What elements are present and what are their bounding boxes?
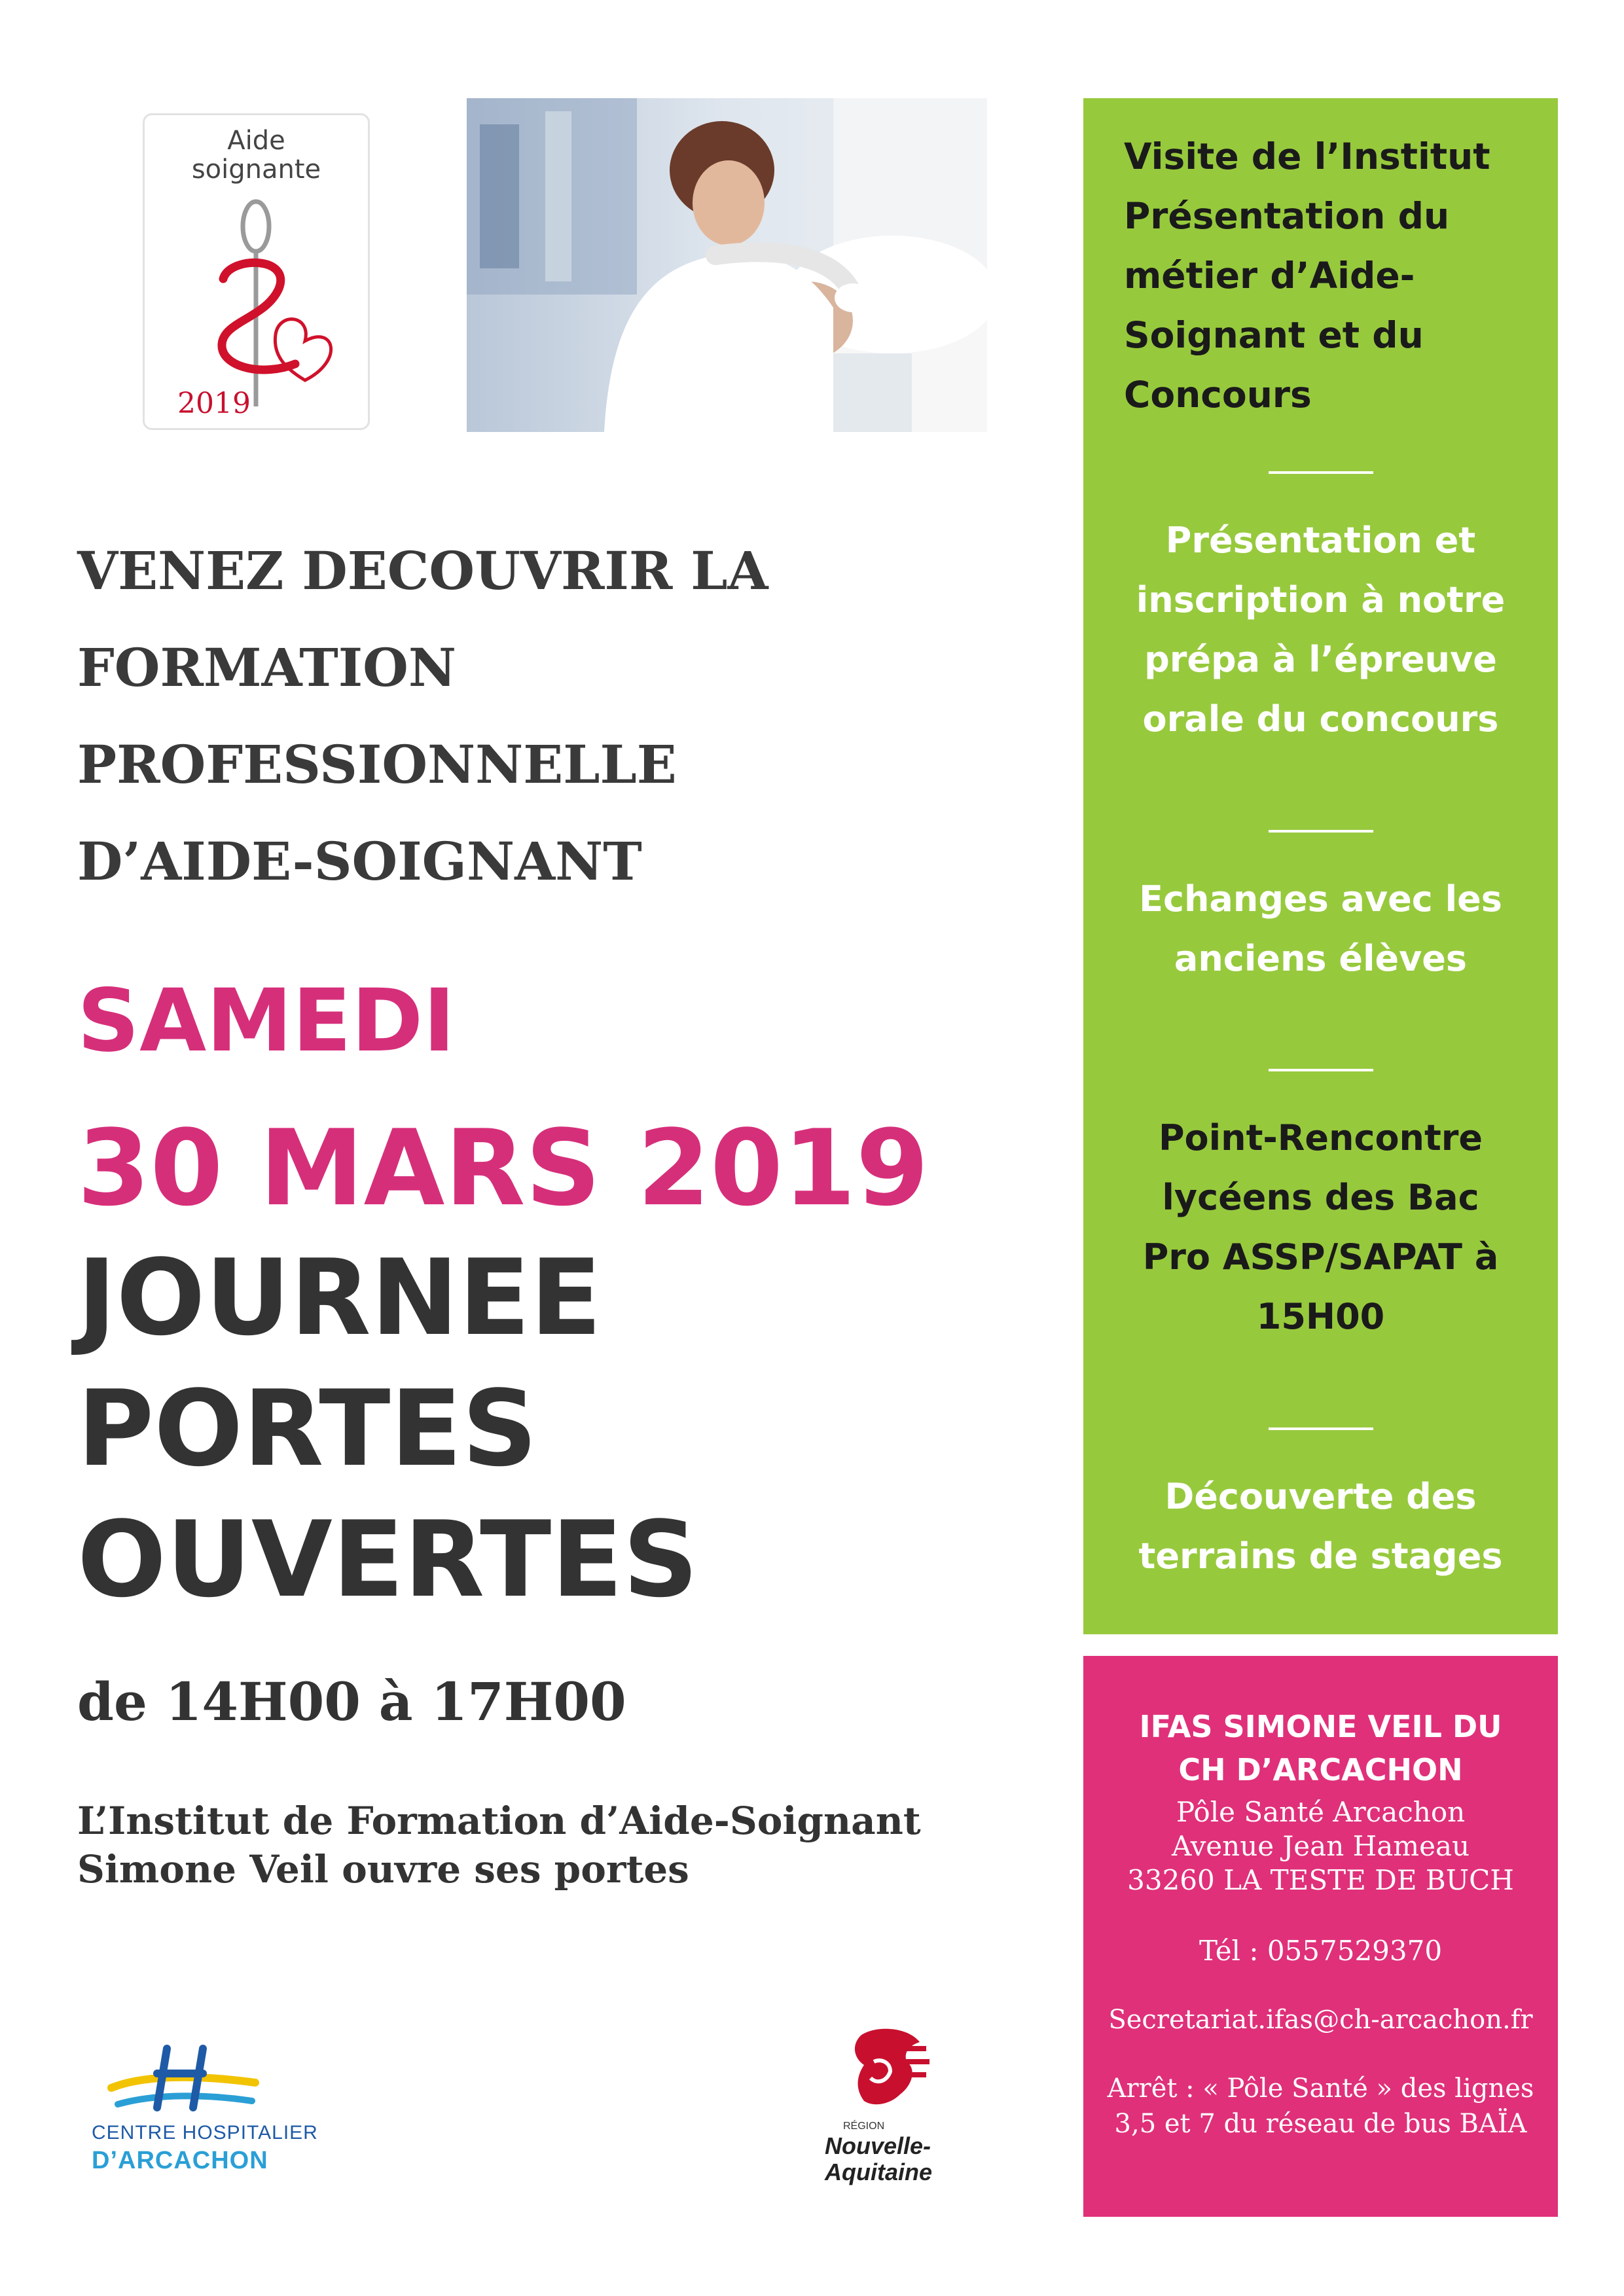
program-separator: [1269, 1069, 1373, 1071]
program-item-prepa: Présentation et inscription à notre prépa à l’épreuve orale du concours: [1136, 520, 1506, 740]
contact-panel: [1083, 1656, 1558, 2217]
logo-year: 2019: [177, 387, 251, 420]
hospital-h-icon: [105, 2042, 262, 2114]
heading-line3: PROFESSIONNELLE: [77, 734, 677, 795]
hospital-name-line1: CENTRE HOSPITALIER: [92, 2122, 318, 2144]
aide-soignante-logo: [143, 113, 370, 430]
program-item-echanges: Echanges avec les anciens élèves: [1139, 878, 1502, 979]
program-separator: [1269, 471, 1373, 474]
contact-bus-line2: 3,5 et 7 du réseau de bus BAÏA: [1114, 2109, 1527, 2139]
event-description-line1: L’Institut de Formation d’Aide-Soignant: [77, 1799, 921, 1843]
event-day: SAMEDI: [77, 971, 456, 1071]
nurse-patient-photo: [467, 98, 987, 432]
heading-line4: D’AIDE-SOIGNANT: [77, 831, 642, 892]
hospital-name-line2: D’ARCACHON: [92, 2147, 268, 2174]
program-item-point-rencontre: Point-Rencontre lycéens des Bac Pro ASSP/SAPAT à 15H00: [1142, 1117, 1499, 1337]
region-logo: [812, 2022, 956, 2186]
program-panel: [1083, 98, 1558, 1634]
contact-name-line2: CH D’ARCACHON: [1178, 1752, 1463, 1787]
event-date: 30 MARS 2019: [77, 1107, 929, 1229]
contact-name-line1: IFAS SIMONE VEIL DU: [1139, 1709, 1502, 1744]
event-title-line2: PORTES: [77, 1367, 537, 1490]
event-hours: de 14H00 à 17H00: [77, 1671, 626, 1732]
event-title-line3: OUVERTES: [77, 1498, 698, 1621]
contact-phone: Tél : 0557529370: [1199, 1935, 1443, 1967]
event-description-line2: Simone Veil ouvre ses portes: [77, 1847, 689, 1892]
contact-bus-line1: Arrêt : « Pôle Santé » des lignes: [1107, 2073, 1534, 2104]
logo-text-line1: Aide: [227, 126, 285, 156]
heading-line2: FORMATION: [77, 637, 456, 698]
contact-address-line1: Pôle Santé Arcachon: [1176, 1796, 1466, 1828]
contact-address-line2: Avenue Jean Hameau: [1171, 1830, 1470, 1862]
region-name-line2: Aquitaine: [825, 2159, 933, 2185]
heading-line1: VENEZ DECOUVRIR LA: [77, 540, 768, 601]
program-separator: [1269, 1427, 1373, 1430]
program-item-visit: Visite de l’Institut Présentation du métier d’Aide- Soignant et du Concours: [1124, 135, 1490, 416]
logo-text-line2: soignante: [191, 154, 321, 185]
hospital-logo: [92, 2042, 318, 2179]
contact-email: Secretariat.ifas@ch-arcachon.fr: [1108, 2005, 1533, 2035]
event-title-line1: JOURNEE: [77, 1236, 602, 1359]
contact-address-line3: 33260 LA TESTE DE BUCH: [1127, 1864, 1514, 1896]
caduceus-heart-icon: [145, 115, 368, 428]
region-lion-icon: [835, 2022, 933, 2121]
region-name-line1: Nouvelle-: [825, 2132, 931, 2159]
program-item-stages: Découverte des terrains de stages: [1138, 1476, 1503, 1577]
program-separator: [1269, 830, 1373, 833]
region-label-small: RÉGION: [843, 2121, 885, 2132]
